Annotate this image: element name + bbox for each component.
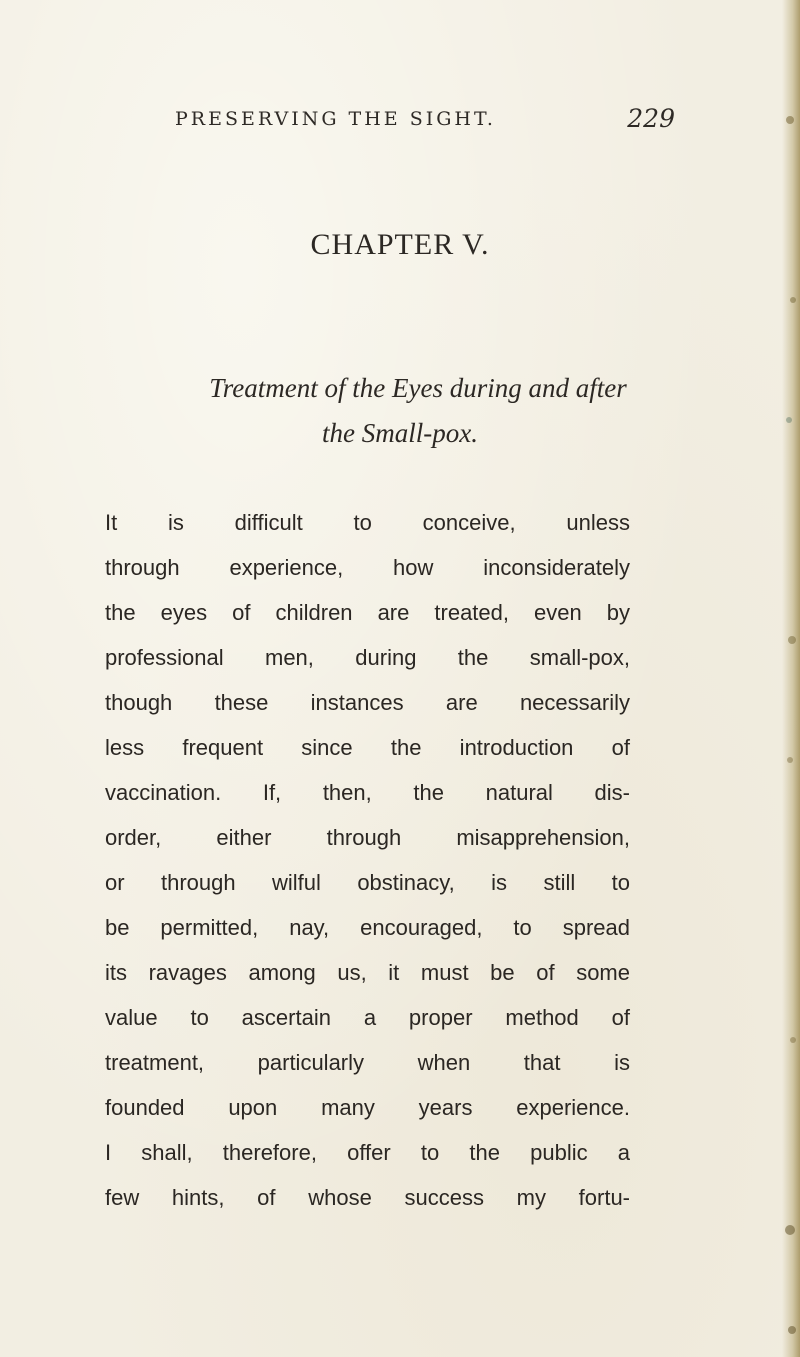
text-line: It is difficult to conceive, unless: [105, 510, 630, 535]
running-head: PRESERVING THE SIGHT.: [175, 108, 496, 130]
page-header: [175, 104, 675, 138]
chapter-subtitle-line-1: Treatment of the Eyes during and after: [209, 373, 627, 403]
text-line: founded upon many years experience.: [105, 1095, 630, 1120]
text-line: I shall, therefore, offer to the public a: [105, 1140, 630, 1165]
text-line: the eyes of children are treated, even by: [105, 600, 630, 625]
text-line: its ravages among us, it must be of some: [105, 960, 630, 985]
chapter-title: CHAPTER V.: [310, 228, 490, 261]
text-line: few hints, of whose success my fortu-: [105, 1185, 630, 1210]
text-line: though these instances are necessarily: [105, 690, 630, 715]
page-number: 229: [627, 104, 675, 133]
text-line: or through wilful obstinacy, is still to: [105, 870, 630, 895]
text-line: less frequent since the introduction of: [105, 735, 630, 760]
text-line: professional men, during the small-pox,: [105, 645, 630, 670]
text-line: treatment, particularly when that is: [105, 1050, 630, 1075]
text-line: vaccination. If, then, the natural dis-: [105, 780, 630, 805]
text-line: through experience, how inconsiderately: [105, 555, 630, 580]
chapter-subtitle-line-2: the Small-pox.: [322, 418, 478, 448]
text-line: value to ascertain a proper method of: [105, 1005, 630, 1030]
binding-stain-decoration: [784, 0, 798, 1357]
text-line: order, either through misapprehension,: [105, 825, 630, 850]
body-paragraph: [105, 500, 630, 1220]
text-line: be permitted, nay, encouraged, to spread: [105, 915, 630, 940]
